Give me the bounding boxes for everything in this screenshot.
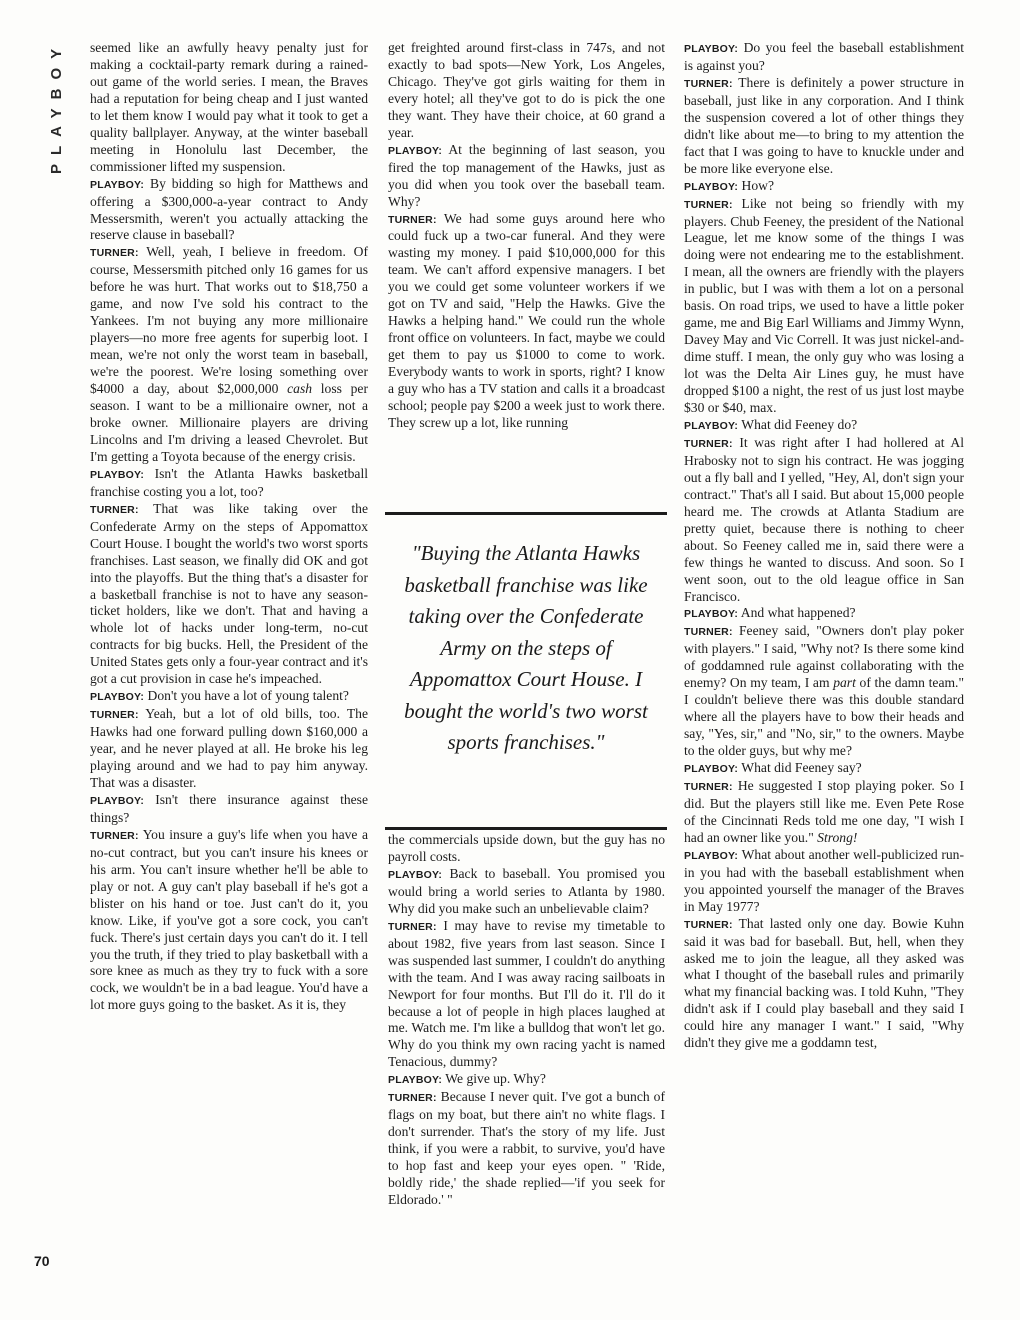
interview-question: PLAYBOY: Do you feel the baseball establishment is against you? [684, 40, 964, 73]
speaker-label: PLAYBOY: [388, 144, 443, 157]
text-column-2-bottom [388, 832, 665, 1209]
speaker-label: TURNER: [90, 503, 139, 516]
interview-question: PLAYBOY: We give up. Why? [388, 1071, 546, 1087]
interview-answer: TURNER: That lasted only one day. Bowie Kuhn said it was bad for baseball. But, hell, when they asked me to join the league, all they asked was what I thought of the baseball rules and primarily what my financial backing was. I told Kuhn, "They didn't ask if I could play baseball and they said I could hire any manager I want." I said, "Why didn't they give me a goddamn test, [684, 915, 964, 1051]
speaker-label: PLAYBOY: [684, 419, 739, 432]
paragraph: seemed like an awfully heavy penalty just for making a cocktail-party remark during a rained-out game of the world series. I mean, the Braves had a reputation for being cheap and I just wanted to let them know I would pay what it took to get a quality ballplayer. Anyway, at the winter baseball meeting in Honolulu last December, the commissioner lifted my suspension. [90, 40, 368, 174]
paragraph: the commercials upside down, but the guy has no payroll costs. [388, 832, 665, 864]
interview-question: PLAYBOY: And what happened? [684, 605, 856, 621]
interview-question: PLAYBOY: How? [684, 177, 774, 193]
interview-answer: TURNER: Like not being so friendly with my players. Chub Feeney, the president of the National League, let me know some of the things I was doing were not endearing me to the establishment. I mean, all the owners are friendly with the players in public, but I was with them a lot on a personal basis. On road trips, we used to have a little poker game, me and Big Earl Williams and Jimmy Wynn, Davey May and Vic Correll. It was just nickel-and-dime stuff. I mean, the only guy who was losing a lot was the Delta Air Lines guy, he must have dropped $100 a night, the rest of us just lost maybe $30 or $40, max. [684, 195, 964, 416]
page-number: 70 [34, 1253, 50, 1269]
interview-question: PLAYBOY: Isn't the Atlanta Hawks basketball franchise costing you a lot, too? [90, 465, 368, 499]
speaker-label: TURNER: [684, 780, 733, 793]
interview-answer: TURNER: Because I never quit. I've got a bunch of flags on my boat, but there ain't no white flags. I don't surrender. That's the story of my life. Just think, if you were a rabbit, to survive, you'd have to hop fast and keep your eyes open. " 'Ride, boldly ride,' the shade replied—'if you seek for Eldorado.' " [388, 1089, 665, 1208]
speaker-label: PLAYBOY: [90, 794, 145, 807]
speaker-label: TURNER: [388, 1092, 437, 1105]
interview-question: PLAYBOY: What did Feeney do? [684, 416, 858, 432]
paragraph: get freighted around first-class in 747s, and not exactly to bad spots—New York, Los Angeles, Chicago. They've got girls waiting for them in every hotel; all they've got to do is pick the one they want. They have their choice, at 60 grand a year. [388, 40, 665, 140]
interview-question: PLAYBOY: By bidding so high for Matthews and offering a $300,000-a-year contract to Andy Messersmith, weren't you actually attacking the reserve clause in baseball? [90, 175, 368, 243]
speaker-label: TURNER: [388, 920, 437, 933]
speaker-label: PLAYBOY: [90, 691, 145, 704]
interview-answer: TURNER: There is definitely a power structure in baseball, just like in any corporation. And I think the suspension covered a lot of other things they didn't like about me—to bring to my attention the fact that I was going to have to knuckle under and be more like everyone else. [684, 74, 964, 176]
speaker-label: PLAYBOY: [388, 1074, 443, 1087]
speaker-label: TURNER: [90, 709, 139, 722]
interview-question: PLAYBOY: Isn't there insurance against these things? [90, 791, 368, 825]
speaker-label: TURNER: [684, 198, 733, 211]
interview-answer: TURNER: I may have to revise my timetable to about 1982, five years from last season. Since I was suspended last summer, I couldn't do anything with the team. And I was away racing sailboats in Newport for four months. But I'll do it. I'll do it because a lot of people in high places laughed at me. Watch me. I'm like a bulldog that won't let go. Why do you think my own racing yacht is named Tenacious, dummy? [388, 917, 665, 1070]
speaker-label: TURNER: [684, 626, 733, 639]
interview-answer: TURNER: You insure a guy's life when you have a no-cut contract, but you can't insure his knees or his arm. You can't insure whether he'll be able to play or not. A guy can't play baseball if he's got a blister on his hand or toe. Just can't do it, you know. Like, if you've got a sore cock, you can't fuck. There's just certain days you can't do it. I tell you the truth, if they tried to play basketball with a sore knee as much as they try to fuck with a sore cock, we wouldn't be in a bad league. You'd have a lot more guys going to the basket. As it is, they [90, 826, 368, 1013]
speaker-label: PLAYBOY: [684, 763, 739, 776]
interview-answer: TURNER: We had some guys around here who could fuck up a two-car funeral. And they were wasting my money. I paid $10,000,000 for this team. We can't afford expensive managers. I bet you we could get some volunteer workers if we got on TV and said, "Help the Hawks. Give the Hawks a helping hand." We could run the whole front office on volunteers. In fact, maybe we could get them to pay us $1000 to come to work. Everybody wants to work in sports, right? I know a guy who has a TV station and calls it a broadcast school; people pay $200 a week just to work there. They screw up a lot, like running [388, 210, 666, 430]
interview-answer: TURNER: He suggested I stop playing poker. So I did. But the players still like me. Even Pete Rose of the Cincinnati Reds told me one day, "I wish I had an owner like you." Strong! [684, 777, 964, 845]
emphasis: part [833, 675, 856, 691]
magazine-side-label: PLAYBOY [48, 40, 65, 175]
interview-answer: TURNER: Feeney said, "Owners don't play poker with players." I said, "Why not? Is there some kind of goddamned rule against collaborating with the enemy? On my team, I am part of the damn team." I couldn't believe there was this double standard where all the players have to bow their heads and say, "Yes, sir," and "No, sir," to the owners. Maybe to the older guys, but why me? [684, 623, 965, 759]
speaker-label: TURNER: [90, 247, 139, 260]
interview-answer: TURNER: Well, yeah, I believe in freedom. Of course, Messersmith pitched only 16 games for us before he was hurt. That works out to $18,750 a game, and now I've sold his contract to the Yankees. I'm not buying any more millionaire players—no more free agents for superbig loot. I mean, we're not only the worst team in baseball, we're the poorest. We're losing something over $4000 a day, about $2,000,000 cash loss per season. I want to be a millionaire owner, not a broke owner. Millionaire players are driving Lincolns and I'm driving a leased Chevrolet. But I'm getting a Toyota because of the energy crisis. [90, 244, 368, 464]
speaker-label: PLAYBOY: [90, 468, 145, 481]
text-column-2-top [388, 40, 665, 432]
interview-question: PLAYBOY: Don't you have a lot of young talent? [90, 688, 349, 704]
speaker-label: TURNER: [388, 213, 437, 226]
interview-answer: TURNER: It was right after I had hollered at Al Hrabosky not to sign his contract. He was jogging out a fly ball and I yelled, "Hey, Al, don't sign your contract." That's all I said. But about 15,000 people heard me. The crowds at Atlanta Stadium are pretty quiet, because there is nothing to cheer about. So Feeney called me in, said there were a few things he wanted to discuss. And soon. So I went soon, out to the old league office in San Francisco. [684, 434, 964, 604]
interview-answer: TURNER: Yeah, but a lot of old bills, too. The Hawks had one forward pulling down $160,000 a year, and he never played at all. He broke his leg playing around and we had to pay him anyway. That was a disaster. [90, 706, 368, 790]
interview-question: PLAYBOY: What did Feeney say? [684, 760, 862, 776]
speaker-label: TURNER: [684, 918, 733, 931]
emphasis: cash [287, 381, 313, 397]
speaker-label: PLAYBOY: [684, 43, 739, 55]
pull-quote-box [385, 512, 667, 830]
text-column-1 [90, 40, 368, 1014]
speaker-label: PLAYBOY: [684, 608, 739, 621]
emphasis: Strong! [817, 829, 858, 845]
text-column-3 [684, 40, 964, 1052]
speaker-label: PLAYBOY: [90, 178, 145, 191]
pull-quote: "Buying the Atlanta Hawks basketball franchise was like taking over the Confederate Army on the steps of Appomattox Court House. I bought the world's two worst sports franchises." [404, 541, 648, 754]
speaker-label: PLAYBOY: [684, 180, 739, 193]
interview-answer: TURNER: That was like taking over the Confederate Army on the steps of Appomattox Court House. I bought the world's two worst sports franchises. Last season, we finally did OK and got into the playoffs. But the thing that's a disaster for a basketball franchise is not to have any season-ticket holders, like we don't. That and having a whole lot of hacks under long-term, no-cut contracts for big bucks. Hell, the President of the United States gets only a four-year contract and it's got a cut provision in case he's impeached. [90, 500, 369, 687]
speaker-label: TURNER: [90, 829, 139, 842]
interview-question: PLAYBOY: Back to baseball. You promised you would bring a world series to Atlanta by 1980. Why did you make such an unbelievable claim? [388, 865, 665, 916]
speaker-label: PLAYBOY: [684, 849, 739, 862]
speaker-label: TURNER: [684, 437, 733, 450]
speaker-label: TURNER: [684, 77, 733, 90]
speaker-label: PLAYBOY: [388, 868, 443, 881]
divider [385, 512, 667, 515]
interview-question: PLAYBOY: What about another well-publicized run-in you had with the baseball establishment when you appointed yourself the manager of the Braves in May 1977? [684, 846, 964, 914]
interview-question: PLAYBOY: At the beginning of last season, you fired the top management of the Hawks, just as you did when you took over the baseball team. Why? [388, 141, 665, 209]
divider [385, 827, 667, 830]
